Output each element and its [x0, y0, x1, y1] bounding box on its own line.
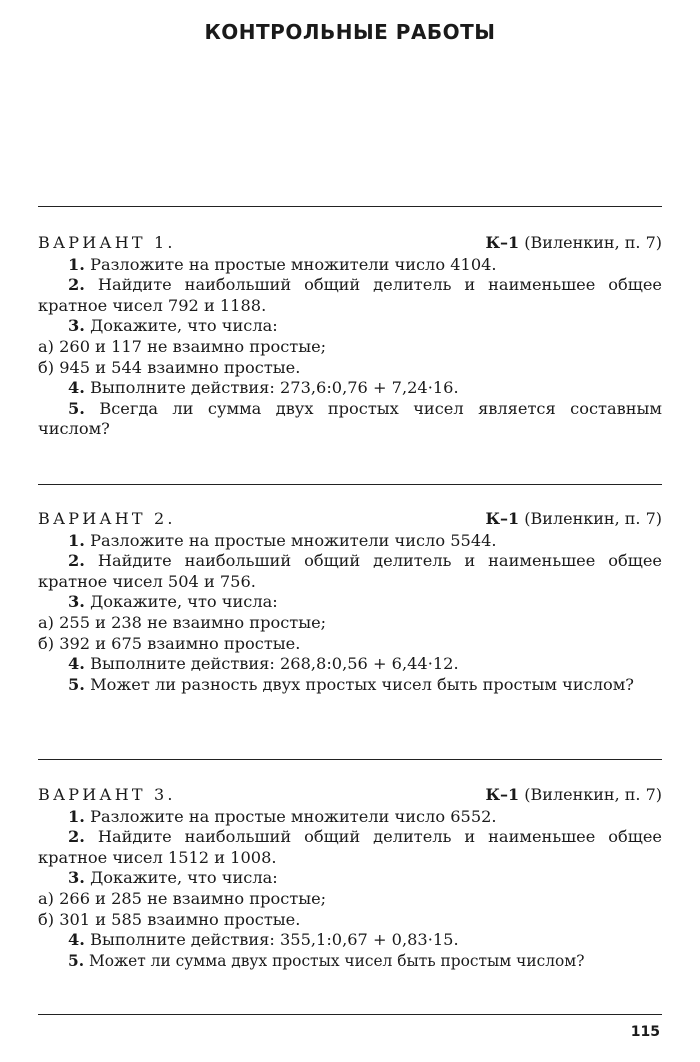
variant-header — [38, 509, 662, 530]
test-reference: (Виленкин, п. 7) — [524, 233, 662, 252]
variant-tag — [486, 233, 663, 254]
task-4: 4. Выполните действия: 273,6:0,76 + 7,24·16. — [68, 378, 459, 398]
task-3a: а) 266 и 285 не взаимно простые; — [38, 888, 327, 908]
variant-3 — [38, 785, 662, 971]
task-4: 4. Выполните действия: 355,1:0,67 + 0,83·15. — [68, 930, 459, 950]
page-number: 115 — [630, 1024, 660, 1040]
task-2: 2. Найдите наибольший общий делитель и наименьшее общее кратное чисел 792 и 1188. — [38, 275, 662, 315]
task-5: 5. Всегда ли сумма двух простых чисел является составным числом? — [38, 398, 662, 439]
variant-header — [38, 233, 662, 254]
task-3: 3. Докажите, что числа: — [68, 868, 278, 888]
divider — [38, 484, 662, 485]
variant-name: ВАРИАНТ 1. — [38, 233, 176, 252]
task-3b: б) 945 и 544 взаимно простые. — [38, 357, 301, 377]
test-code: К–1 — [485, 233, 520, 252]
variant-header — [38, 785, 662, 806]
variant-tag — [486, 509, 663, 530]
task-3b: б) 301 и 585 взаимно простые. — [38, 909, 301, 929]
task-4: 4. Выполните действия: 268,8:0,56 + 6,44·12. — [68, 654, 459, 674]
task-3a: а) 260 и 117 не взаимно простые; — [38, 336, 327, 356]
task-5: 5. Может ли сумма двух простых чисел быть простым числом? — [68, 951, 585, 970]
task-3: 3. Докажите, что числа: — [68, 316, 278, 336]
variant-2 — [38, 509, 662, 695]
task-2: 2. Найдите наибольший общий делитель и наименьшее общее кратное чисел 504 и 756. — [38, 551, 662, 591]
divider — [38, 1014, 662, 1015]
task-1: 1. Разложите на простые множители число 5544. — [68, 530, 497, 550]
variant-name: ВАРИАНТ 3. — [38, 785, 176, 804]
variant-1 — [38, 233, 662, 440]
task-3b: б) 392 и 675 взаимно простые. — [38, 633, 301, 653]
page-title: КОНТРОЛЬНЫЕ РАБОТЫ — [204, 20, 496, 44]
variant-name: ВАРИАНТ 2. — [38, 509, 176, 528]
test-code: К–1 — [485, 785, 520, 804]
variant-tag — [486, 785, 663, 806]
test-reference: (Виленкин, п. 7) — [524, 509, 662, 528]
task-3a: а) 255 и 238 не взаимно простые; — [38, 612, 327, 632]
divider — [38, 759, 662, 760]
task-1: 1. Разложите на простые множители число 6552. — [68, 806, 497, 826]
test-reference: (Виленкин, п. 7) — [524, 785, 662, 804]
task-2: 2. Найдите наибольший общий делитель и наименьшее общее кратное чисел 1512 и 1008. — [38, 827, 662, 867]
test-code: К–1 — [485, 509, 520, 528]
task-3: 3. Докажите, что числа: — [68, 592, 278, 612]
divider — [38, 206, 662, 207]
task-1: 1. Разложите на простые множители число 4104. — [68, 254, 497, 274]
task-5: 5. Может ли разность двух простых чисел быть простым числом? — [68, 674, 634, 694]
